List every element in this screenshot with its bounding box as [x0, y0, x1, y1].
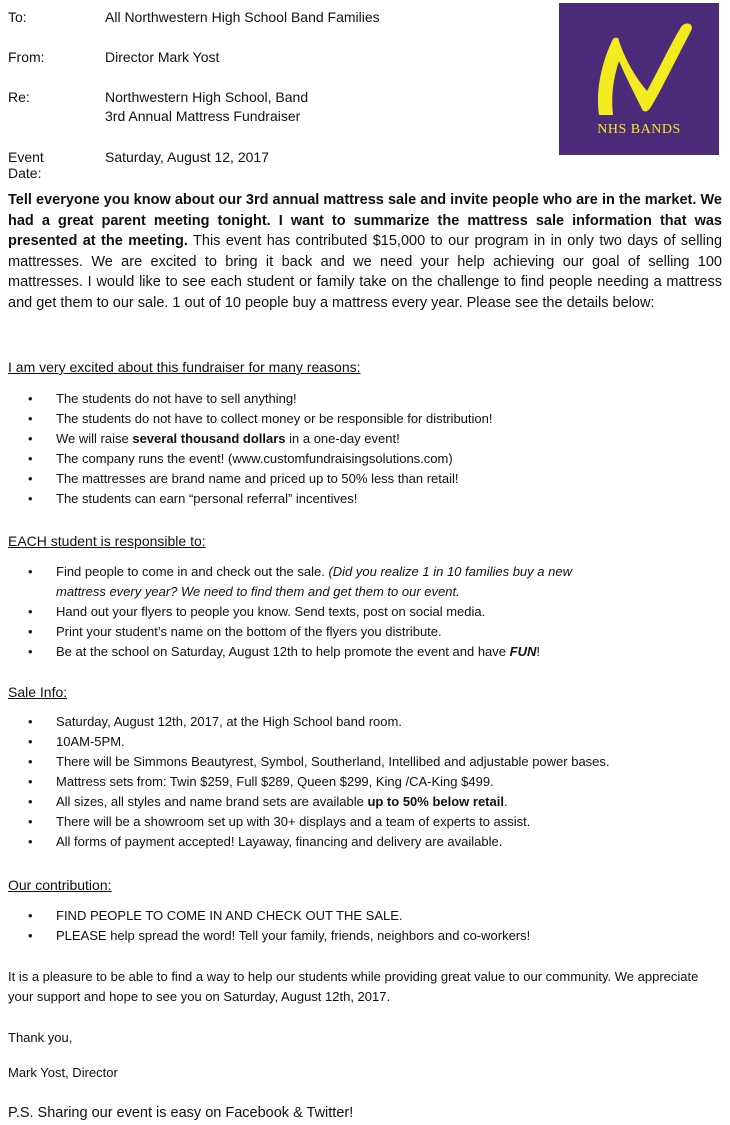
list-item-italic-text: (Did you realize 1 in 10 families buy a new: [328, 564, 572, 579]
thank-you-text: Thank you,: [8, 1030, 73, 1045]
list-item: • The students can earn “personal referral” incentives!: [8, 489, 492, 509]
list-item: • The mattresses are brand name and priced up to 50% less than retail!: [8, 469, 492, 489]
list-item-text: in a one-day event!: [285, 431, 400, 446]
list-item: • The students do not have to sell anything!: [8, 389, 492, 409]
list-item-italic-text: mattress every year? We need to find them and get them to our event.: [56, 584, 460, 599]
from-value: Director Mark Yost: [105, 49, 220, 65]
contribution-heading: Our contribution:: [8, 877, 112, 893]
sale-info-list: [8, 712, 610, 852]
list-item-continuation: [8, 582, 572, 602]
re-label: Re:: [8, 89, 30, 105]
date-label: Event Date:: [8, 149, 44, 181]
list-item-text: !: [536, 644, 540, 659]
list-item: • There will be Simmons Beautyrest, Symbol, Southerland, Intellibed and adjustable power bases.: [8, 752, 610, 772]
reasons-heading: I am very excited about this fundraiser for many reasons:: [8, 359, 361, 375]
nhs-bands-logo: [559, 3, 719, 155]
list-item: • Print your student’s name on the bottom of the flyers you distribute.: [8, 622, 572, 642]
list-item-bold-text: several thousand dollars: [132, 431, 286, 446]
intro-text: This event has contributed $15,000 to our program in in only two days of selling mattresses. We are excited to bring it back and we need your help achieving our goal of selling 100 mattresses. I would like to see each student or family take on the challenge to find people needing a mattress and get them to our sale. 1 out of 10 people buy a mattress every year. Please see the details below:: [8, 233, 723, 311]
list-item: • There will be a showroom set up with 30+ displays and a team of experts to assist.: [8, 812, 610, 832]
list-item: • PLEASE help spread the word! Tell your family, friends, neighbors and co-workers!: [8, 926, 530, 946]
list-item-text: Be at the school on Saturday, August 12th to help promote the event and have: [56, 644, 510, 659]
postscript-text: P.S. Sharing our event is easy on Facebook & Twitter!: [8, 1105, 354, 1121]
re-line-1: Northwestern High School, Band: [105, 89, 309, 105]
list-item-text: All sizes, all styles and name brand sets are available: [56, 794, 368, 809]
signature-text: Mark Yost, Director: [8, 1065, 118, 1080]
reasons-list: [8, 389, 492, 509]
list-item-bold-italic-text: FUN: [509, 644, 537, 659]
list-item: • FIND PEOPLE TO COME IN AND CHECK OUT THE SALE.: [8, 906, 530, 926]
list-item: [8, 792, 610, 812]
list-item: [8, 642, 572, 662]
intro-bold-text: Tell everyone you know about our 3rd annual mattress sale and invite people who are in the market. We had a great parent meeting tonight. I want to summarize the mattress sale information that was presented at the meeting.: [8, 192, 722, 249]
closing-paragraph: It is a pleasure to be able to find a way to help our students while providing great value to our community. We appreciate your support and hope to see you on Saturday, August 12th, 2017.: [8, 969, 699, 1004]
responsible-heading: EACH student is responsible to:: [8, 533, 206, 549]
list-item: [8, 429, 492, 449]
list-item: • The students do not have to collect money or be responsible for distribution!: [8, 409, 492, 429]
list-item-bold-text: up to 50% below retail: [367, 794, 504, 809]
list-item: • All forms of payment accepted! Layaway, financing and delivery are available.: [8, 832, 610, 852]
logo-text: NHS BANDS: [597, 122, 681, 137]
list-item: • Mattress sets from: Twin $259, Full $289, Queen $299, King /CA-King $499.: [8, 772, 610, 792]
responsible-list: [8, 562, 572, 662]
sale-info-heading: Sale Info:: [8, 684, 68, 700]
list-item: • 10AM-5PM.: [8, 732, 610, 752]
list-item: [8, 562, 572, 582]
from-label: From:: [8, 49, 45, 65]
to-value: All Northwestern High School Band Families: [105, 9, 380, 25]
to-label: To:: [8, 9, 27, 25]
re-line-2: 3rd Annual Mattress Fundraiser: [105, 108, 301, 124]
list-item-text: We will raise: [56, 431, 133, 446]
list-item: • Hand out your flyers to people you know. Send texts, post on social media.: [8, 602, 572, 622]
list-item-text: Find people to come in and check out the sale.: [56, 564, 329, 579]
contribution-list: [8, 906, 530, 946]
list-item: • The company runs the event! (www.customfundraisingsolutions.com): [8, 449, 492, 469]
list-item-text: .: [503, 794, 508, 809]
list-item: • Saturday, August 12th, 2017, at the High School band room.: [8, 712, 610, 732]
intro-paragraph: [8, 190, 722, 313]
date-value: Saturday, August 12, 2017: [105, 149, 269, 165]
